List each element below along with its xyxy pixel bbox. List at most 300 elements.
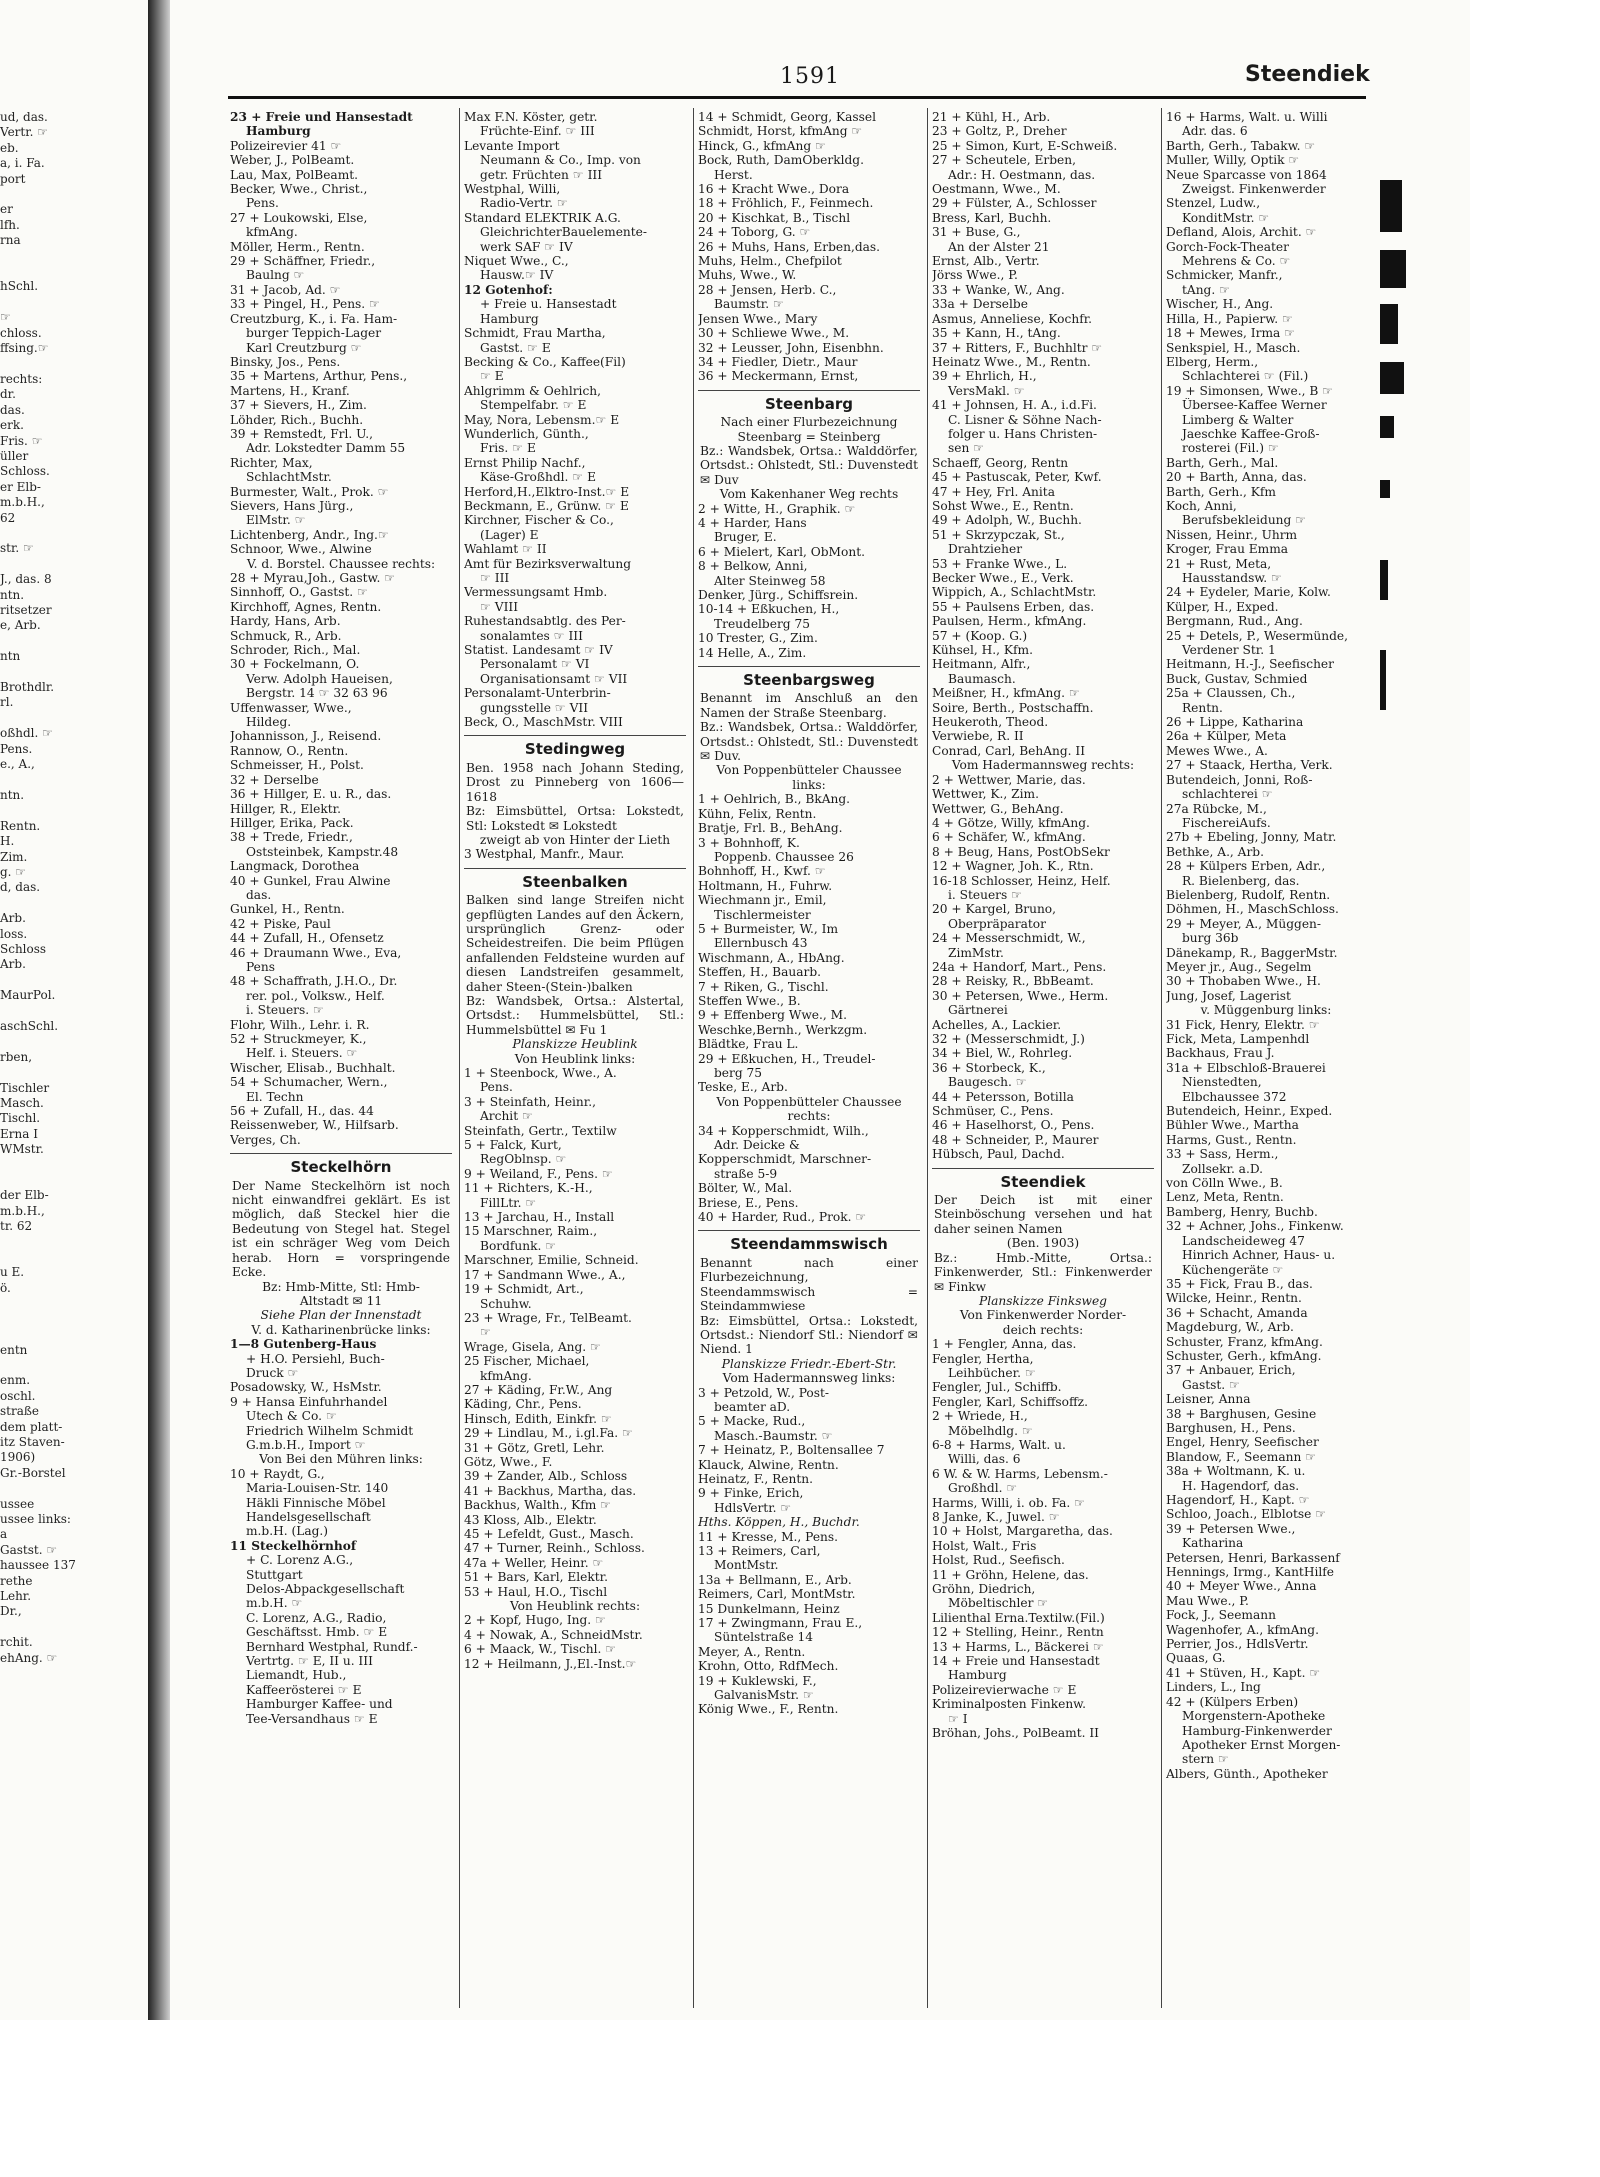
directory-entry: Reimers, Carl, MontMstr. [698,1587,856,1602]
directory-entry: 11 Steckelhörnhof [230,1538,357,1553]
directory-entry: Häkli Finnische Möbel [246,1495,386,1510]
directory-entry: Bölter, W., Mal. [698,1181,793,1196]
directory-entry: Schroder, Rich., Mal. [230,643,361,658]
street-description: Der Name Steckelhörn ist noch nicht einwandfrei geklärt. Es ist möglich, daß Steckel hier die Bedeutung von Stegel hat. Stegel ist ein schräger Weg vom Deich herab. Horn = vorspringende Ecke. [232,1178,450,1280]
directory-entry: Hamburg [480,311,539,326]
spill-line: enm. [0,1373,31,1388]
directory-entry: Lilienthal Erna.Textilw.(Fil.) [932,1610,1105,1625]
directory-entry: 34 + Biel, W., Rohrleg. [932,1046,1073,1061]
directory-entry: Käding, Chr., Pens. [464,1397,582,1412]
direction-note: Planskizze Heublink [512,1037,638,1052]
directory-entry: Kirchner, Fischer & Co., [464,513,614,528]
directory-entry: 18 + Mewes, Irma ☞ [1166,326,1296,341]
directory-entry: Schuhw. [480,1296,532,1311]
directory-entry: Übersee-Kaffee Werner [1182,398,1327,413]
spill-line: straße [0,1404,39,1419]
directory-entry: Fock, J., Seemann [1166,1608,1276,1623]
directory-entry: Heitmann, Alfr., [932,657,1031,672]
spill-line: loss. [0,926,28,941]
directory-entry: Hillger, R., Elektr. [230,801,342,816]
directory-entry: ☞ VIII [480,599,519,614]
spill-line [0,264,140,279]
street-description: Ben. 1958 nach Johann Steding, Drost zu Pinneberg von 1606—1618 [466,760,684,804]
spill-line [0,1620,140,1635]
directory-entry: Schmeisser, H., Polst. [230,758,364,773]
directory-entry: 29 + Schäffner, Friedr., [230,254,376,269]
directory-entry: 17 + Zwingmann, Frau E., [698,1616,863,1631]
directory-entry: 26a + Külper, Meta [1166,729,1287,744]
directory-entry: Schloo, Joach., Elblotse ☞ [1166,1507,1327,1522]
directory-entry: 37 + Sievers, H., Zim. [230,398,367,413]
directory-entry: Senkspiel, H., Masch. [1166,340,1301,355]
directory-entry: 31a + Elbschloß-Brauerei [1166,1060,1326,1075]
directory-entry: Polizeirevier 41 ☞ [230,138,342,153]
directory-entry: 1 + Fengler, Anna, das. [932,1337,1077,1352]
directory-entry: H. Hagendorf, das. [1182,1478,1300,1493]
directory-entry: 28 + Reisky, R., BbBeamt. [932,974,1094,989]
spill-line [0,1250,140,1265]
directory-entry: Hinsch, Edith, Einkfr. ☞ [464,1411,612,1426]
directory-entry: Meißner, H., kfmAng. ☞ [932,686,1080,701]
directory-entry: m.b.H. ☞ [246,1596,303,1611]
spill-line: Masch. [0,1096,44,1110]
directory-entry: 15 Dunkelmann, Heinz [698,1601,840,1616]
directory-entry: Weschke,Bernh., Werkzgm. [698,1022,868,1037]
directory-entry: Mau Wwe., P. [1166,1593,1249,1608]
directory-entry: SchlachtMstr. [246,470,332,485]
directory-entry: kfmAng. [246,225,298,240]
directory-entry: 15 Marschner, Raim., [464,1224,598,1239]
directory-entry: Schnoor, Wwe., Alwine [230,542,372,557]
directory-entry: Stempelfabr. ☞ E [480,398,587,413]
directory-entry: 31 + Jacob, Ad. ☞ [230,282,341,297]
directory-entry: Berufsbekleidung ☞ [1182,513,1307,528]
directory-entry: Vertrtg. ☞ E, II u. III [246,1654,373,1669]
directory-entry: rer. pol., Volksw., Helf. [246,988,385,1003]
directory-entry: Oststeinbek, Kampstr.48 [246,844,399,859]
directory-entry: 28 + Myrau,Joh., Gastw. ☞ [230,571,396,585]
directory-entry: 3 Westphal, Manfr., Maur. [464,847,625,862]
directory-entry: Johannisson, J., Reisend. [230,729,382,744]
directory-entry: Hausstandsw. ☞ [1182,571,1282,585]
directory-entry: 11 + Kresse, M., Pens. [698,1529,839,1544]
spill-line [0,772,140,787]
spill-line: er Elb- [0,479,41,494]
directory-entry: Gastst. ☞ E [480,340,551,355]
spill-line [0,803,140,818]
spill-line: Fris. ☞ [0,433,43,448]
spill-line: Schloss. [0,464,50,479]
directory-entry: ZimMstr. [948,945,1004,960]
directory-entry: Schaeff, Georg, Rentn [932,455,1069,470]
spill-line: Gastst. ☞ [0,1542,58,1557]
spill-line: ussee [0,1496,35,1511]
directory-entry: 44 + Petersson, Botilla [932,1089,1074,1104]
directory-entry: 28 + Külpers Erben, Adr., [1166,859,1326,874]
directory-entry: 12 + Heilmann, J.,El.-Inst.☞ [464,1656,637,1671]
directory-entry: 23 + Goltz, P., Dreher [932,124,1067,139]
directory-entry: Amt für Bezirksverwaltung [464,556,632,571]
street-description: Bz: Eimsbüttel, Ortsa: Lokstedt, Stl: Lokstedt ✉ Lokstedt [466,804,684,833]
directory-entry: 39 + Petersen Wwe., [1166,1521,1296,1536]
directory-entry: Masch.-Baumstr. ☞ [714,1428,833,1443]
directory-entry: Magdeburg, W., Arb. [1166,1320,1294,1335]
directory-entry: 33a + Derselbe [932,297,1028,312]
directory-entry: Elbchaussee 372 [1182,1089,1287,1104]
spill-line [0,1312,140,1327]
directory-entry: 2 + Wettwer, Marie, das. [932,772,1086,787]
directory-entry: Holst, Rud., Seefisch. [932,1553,1065,1568]
directory-entry: Beckmann, E., Grünw. ☞ E [464,498,629,513]
directory-entry: Maria-Louisen-Str. 140 [246,1481,389,1496]
directory-entry: 32 + Leusser, John, Eisenbhn. [698,340,884,355]
directory-entry: sen ☞ [948,441,985,456]
street-heading: Steenbalken [464,868,686,889]
directory-entry: Hillger, Erika, Pack. [230,815,354,830]
directory-entry: 23 + Freie und Hansestadt [230,110,413,124]
directory-entry: Nienstedten, [1182,1075,1262,1090]
spill-line: ffsing.☞ [0,341,49,356]
directory-entry: 33 + Pingel, H., Pens. ☞ [230,297,380,312]
direction-note: Von Poppenbütteler Chaussee [716,763,902,778]
spill-line: str. ☞ [0,541,34,556]
directory-entry: 2 + Kopf, Hugo, Ing. ☞ [464,1613,606,1628]
directory-entry: Drahtzieher [948,542,1023,557]
directory-entry: Soire, Berth., Postschaffn. [932,700,1094,715]
directory-entry: 24 + Messerschmidt, W., [932,931,1086,946]
spill-line [0,711,140,726]
directory-entry: Delos-Abpackgesellschaft [246,1582,405,1597]
directory-entry: 16 + Kracht Wwe., Dora [698,182,850,197]
directory-entry: Großhdl. ☞ [948,1481,1018,1496]
column-divider [927,108,928,2008]
directory-entry: 29 + Meyer, A., Müggen- [1166,916,1322,931]
spill-line: rchit. [0,1635,33,1650]
directory-entry: 26 + Muhs, Hans, Erben,das. [698,239,881,254]
directory-entry: 48 + Schneider, P., Maurer [932,1132,1099,1147]
directory-entry: 6 + Schäfer, W., kfmAng. [932,830,1086,845]
directory-entry: Binsky, Jos., Pens. [230,354,341,369]
spill-line: üller [0,448,29,463]
directory-entry: 32 + Achner, Johs., Finkenw. [1166,1219,1344,1234]
directory-entry: Becking & Co., Kaffee(Fil) [464,354,626,369]
spill-line [0,1065,140,1080]
directory-entry: Becker, Wwe., Christ., [230,182,368,197]
directory-entry: Wettwer, K., Zim. [932,787,1039,802]
directory-entry: Hamburg [948,1668,1007,1683]
directory-entry: Harms, Gust., Rentn. [1166,1132,1297,1147]
directory-entry: Külper, H., Exped. [1166,599,1279,614]
spill-line: erk. [0,418,24,433]
direction-note: rechts: [787,1109,831,1124]
directory-entry: 31 + Götz, Gretl, Lehr. [464,1440,605,1455]
direction-note: Bz: Hmb-Mitte, Stl: Hmb- [262,1279,420,1294]
directory-entry: Leisner, Anna [1166,1392,1251,1407]
street-description: Bz: Wandsbek, Ortsa.: Alstertal, Ortsdst.: Hummelsbüttel, Stl.: Hummelsbüttel ✉ Fu 1 [466,993,684,1037]
street-description: Benannt nach einer Flurbezeichnung, Steendammswisch = Steindammwiese [700,1255,918,1314]
directory-entry: Möbeltischler ☞ [948,1596,1049,1611]
directory-entry: beamter aD. [714,1399,791,1414]
directory-entry: Muller, Willy, Optik ☞ [1166,153,1300,168]
directory-entry: 3 + Bohnhoff, K. [698,835,800,850]
scan-margin [1470,0,1600,2020]
directory-entry: 55 + Paulsens Erben, das. [932,599,1095,614]
spill-line: ö. [0,1280,11,1295]
directory-entry: ElMstr. ☞ [246,513,306,528]
directory-entry: Ernst Philip Nachf., [464,455,586,470]
directory-entry: Kriminalposten Finkenw. [932,1697,1087,1712]
direction-note: (Ben. 1903) [1006,1236,1080,1251]
spill-line [0,557,140,572]
directory-entry: + H.O. Persiehl, Buch- [246,1351,385,1366]
directory-entry: Bohnhoff, H., Kwf. ☞ [698,864,826,879]
directory-entry: 28 + Jensen, Herb. C., [698,282,837,297]
directory-entry: Wettwer, G., BehAng. [932,801,1064,816]
spill-line: ntn [0,649,21,664]
directory-entry: KonditMstr. ☞ [1182,210,1270,225]
directory-entry: Barth, Gerh., Mal. [1166,455,1279,470]
directory-entry: 39 + Zander, Alb., Schloss [464,1469,628,1484]
directory-entry: Fengler, Hertha, [932,1351,1034,1366]
spill-line: ritsetzer [0,603,52,617]
spill-line: rna [0,233,21,248]
directory-entry: 57 + (Koop. G.) [932,628,1028,643]
directory-entry: Perrier, Jos., HdlsVertr. [1166,1637,1309,1652]
directory-entry: Oberpräparator [948,916,1046,931]
directory-entry: Butendeich, Jonni, Roß- [1166,772,1313,787]
spill-line: Vertr. ☞ [0,125,49,140]
directory-entry: Rannow, O., Rentn. [230,743,349,758]
scan-edge-marks [1380,180,1414,740]
directory-entry: Wrage, Gisela, Ang. ☞ [464,1339,601,1354]
directory-entry: Fengler, Karl, Schiffsoffz. [932,1394,1088,1409]
directory-entry: Asmus, Anneliese, Kochfr. [932,311,1093,326]
directory-entry: Schmicker, Manfr., [1166,268,1283,283]
directory-entry: Wischmann, A., HbAng. [698,950,845,965]
directory-entry: tAng. ☞ [1182,282,1231,297]
directory-entry: 5 + Falck, Kurt, [464,1138,562,1153]
directory-entry: Richter, Max, [230,455,313,470]
spill-line [0,295,140,310]
directory-entry: Rentn. [1182,700,1223,715]
directory-entry: Limberg & Walter [1182,412,1294,427]
directory-entry: ☞ [480,1325,491,1340]
spill-line: ud, das. [0,110,48,124]
running-title: Steendiek [1245,62,1370,87]
directory-entry: Wischer, H., Ang. [1166,297,1274,312]
directory-entry: 37 + Anbauer, Erich, [1166,1363,1296,1378]
directory-entry: Flohr, Wilh., Lehr. i. R. [230,1017,370,1032]
directory-entry: 29 + Fülster, A., Schlosser [932,196,1097,211]
directory-entry: Hausw.☞ IV [480,268,554,283]
directory-entry: Hübsch, Paul, Dachd. [932,1147,1065,1162]
directory-entry: Barth, Gerh., Tabakw. ☞ [1166,138,1316,153]
directory-entry: Schuster, Gerh., kfmAng. [1166,1348,1322,1363]
directory-entry: Landscheideweg 47 [1182,1233,1305,1248]
spill-line: ☞ [0,310,11,325]
directory-entry: Max F.N. Köster, getr. [464,110,598,124]
directory-entry: Hinrich Achner, Haus- u. [1182,1248,1336,1263]
directory-entry: 7 + Riken, G., Tischl. [698,979,829,994]
directory-entry: Döhmen, H., MaschSchloss. [1166,902,1339,917]
direction-note: zweigt ab von Hinter der Lieth [479,832,671,847]
directory-entry: 35 + Kann, H., tAng. [932,326,1061,341]
directory-entry: + Freie u. Hansestadt [480,297,617,312]
directory-entry: Quaas, G. [1166,1651,1226,1666]
spill-line: aschSchl. [0,1018,59,1033]
directory-entry: 51 + Skrzypczak, St., [932,527,1065,542]
directory-entry: 23 + Wrage, Fr., TelBeamt. [464,1310,632,1325]
directory-entry: 38 + Trede, Friedr., [230,830,353,845]
directory-entry: 12 + Stelling, Heinr., Rentn [932,1625,1104,1640]
spill-line: 62 [0,510,16,525]
directory-entry: Leihbücher. ☞ [948,1365,1036,1380]
directory-entry: Teske, E., Arb. [698,1080,788,1095]
directory-entry: 27a Rübcke, M., [1166,801,1267,816]
street-heading: Steenbargsweg [698,666,920,687]
spill-line: Tischl. [0,1111,41,1126]
direction-note: Planskizze Friedr.-Ebert-Str. [721,1356,897,1371]
directory-entry: Marschner, Emilie, Schneid. [464,1253,639,1268]
directory-entry: 20 + Kischkat, B., Tischl [698,210,851,225]
spill-line: 1906) [0,1450,36,1465]
directory-entry: Herst. [714,167,753,182]
spill-line [0,1327,140,1342]
directory-entry: 16-18 Schlosser, Heinz, Helf. [932,873,1111,888]
directory-entry: Barghusen, H., Pens. [1166,1420,1296,1435]
directory-entry: 9 + Hansa Einfuhrhandel [230,1394,388,1409]
directory-entry: 4 + Nowak, A., SchneidMstr. [464,1627,643,1642]
directory-entry: Adr. Deicke & [714,1138,800,1153]
directory-entry: sonalamtes ☞ III [480,628,583,643]
directory-entry: Butendeich, Heinr., Exped. [1166,1104,1333,1119]
directory-entry: Süntelstraße 14 [714,1630,814,1645]
spill-line: Tischler [0,1080,50,1095]
directory-entry: Schuster, Franz, kfmAng. [1166,1334,1323,1349]
directory-entry: 34 + Fiedler, Dietr., Maur [698,354,858,369]
directory-entry: 35 + Martens, Arthur, Pens., [230,369,408,384]
directory-entry: 9 + Weiland, F., Pens. ☞ [464,1166,613,1181]
directory-entry: Posadowsky, W., HsMstr. [230,1380,382,1395]
spill-line [0,357,140,372]
directory-entry: 19 + Kuklewski, F., [698,1673,817,1688]
directory-entry: 29 + Eßkuchen, H., Treudel- [698,1051,876,1066]
directory-entry: 13 + Harms, L., Bäckerei ☞ [932,1639,1104,1654]
directory-entry: Bock, Ruth, DamOberkldg. [698,153,864,168]
directory-entry: VersMakl. ☞ [948,383,1025,398]
directory-entry: 52 + Struckmeyer, K., [230,1032,367,1046]
direction-note: Planskizze Finksweg [979,1293,1107,1308]
direction-note: Vom Kakenhaner Weg rechts [719,487,899,502]
directory-entry: 13 + Reimers, Carl, [698,1544,821,1558]
directory-entry: 45 + Lefeldt, Gust., Masch. [464,1527,634,1541]
directory-entry: 25 + Simon, Kurt, E-Schweiß. [932,138,1118,153]
directory-entry: Lau, Max, PolBeamt. [230,167,359,182]
directory-entry: Heinatz Wwe., M., Rentn. [932,354,1091,369]
directory-entry: Westphal, Willi, [464,182,561,197]
directory-entry: 4 + Götze, Willy, kfmAng. [932,815,1090,830]
directory-entry: Mewes Wwe., A. [1166,743,1268,758]
directory-entry: 4 + Harder, Hans [698,515,807,530]
directory-entry: Martens, H., Kranf. [230,383,350,398]
street-heading: Stedingweg [464,735,686,756]
spill-line [0,249,140,264]
directory-entry: Verw. Adolph Haueisen, [246,671,393,686]
directory-entry: 18 + Fröhlich, F., Feinmech. [698,196,874,211]
directory-entry: Pens. [246,196,279,211]
spill-line: Arb. [0,911,26,926]
directory-entry: Harms, Willi, i. ob. Fa. ☞ [932,1495,1086,1510]
directory-entry: Druck ☞ [246,1365,299,1380]
directory-entry: Götz, Wwe., F. [464,1454,553,1469]
directory-entry: 32 + (Messerschmidt, J.) [932,1032,1085,1046]
spill-line [0,187,140,202]
directory-entry: 9 + Effenberg Wwe., M. [698,1008,847,1023]
directory-entry: 53 + Franke Wwe., L. [932,556,1068,571]
directory-entry: 46 + Haselhorst, O., Pens. [932,1118,1095,1133]
spill-line: haussee 137 [0,1558,76,1573]
directory-entry: 5 + Macke, Rud., [698,1414,806,1429]
directory-entry: Willi, das. 6 [948,1452,1021,1467]
directory-entry: Schmidt, Horst, kfmAng ☞ [698,124,863,139]
directory-entry: 6 + Mielert, Karl, ObMont. [698,544,865,559]
spill-line: Pens. [0,741,33,756]
directory-entry: Helf. i. Steuers. ☞ [246,1046,358,1061]
directory-entry: Schmidt, Frau Martha, [464,326,606,341]
street-description: Bz.: Wandsbek, Ortsa.: Walddörfer, Ortsdst.: Ohlstedt, Stl.: Duvenstedt ✉ Duv. [700,720,918,764]
street-heading: Steendiek [932,1168,1154,1189]
directory-entry: berg 75 [714,1066,763,1080]
directory-entry: 39 + Remstedt, Frl. U., [230,426,374,441]
directory-entry: Baumasch. [948,671,1016,686]
directory-entry: 10 + Holst, Margaretha, das. [932,1524,1113,1539]
directory-entry: Burmester, Walt., Prok. ☞ [230,484,389,499]
spill-line: Zim. [0,849,28,864]
directory-entry: RegOblnsp. ☞ [480,1152,567,1167]
directory-entry: 37 + Ritters, F., Buchhltr ☞ [932,340,1103,355]
column-3 [698,110,920,2010]
directory-entry: Steffen Wwe., B. [698,993,801,1008]
directory-entry: C. Lorenz, A.G., Radio, [246,1610,387,1625]
header-rule [228,96,1366,99]
spill-line: rethe [0,1573,33,1588]
directory-entry: Statist. Landesamt ☞ IV [464,643,613,658]
direction-note: deich rechts: [1002,1322,1084,1337]
directory-entry: 32 + Derselbe [230,772,319,787]
directory-entry: Hagendorf, H., Kapt. ☞ [1166,1493,1310,1507]
directory-entry: Personalamt ☞ VI [480,657,590,672]
directory-entry: Küchengeräte ☞ [1182,1262,1284,1277]
directory-entry: getr. Früchten ☞ III [480,167,603,182]
directory-entry: Organisationsamt ☞ VII [480,671,628,686]
directory-entry: 39 + Ehrlich, H., [932,369,1037,384]
directory-entry: Jörss Wwe., P. [932,268,1018,283]
directory-entry: Wagenhofer, A., kfmAng. [1166,1622,1319,1637]
directory-entry: Jaeschke Kaffee-Groß- [1182,426,1320,441]
directory-entry: 47 + Hey, Frl. Anita [932,484,1055,499]
directory-entry: Weber, J., PolBeamt. [230,153,355,168]
directory-entry: GleichrichterBauelemente- [480,225,647,240]
spill-line: e., A., [0,757,35,772]
directory-entry: Hildeg. [246,715,292,730]
directory-entry: Holst, Walt., Fris [932,1538,1037,1553]
directory-entry: Tee-Versandhaus ☞ E [246,1711,378,1726]
directory-entry: Creutzburg, K., i. Fa. Ham- [230,311,398,326]
spill-line: g. ☞ [0,864,27,879]
directory-entry: 27 + Käding, Fr.W., Ang [464,1382,613,1397]
spill-line [0,896,140,911]
spill-line: eb. [0,140,19,155]
